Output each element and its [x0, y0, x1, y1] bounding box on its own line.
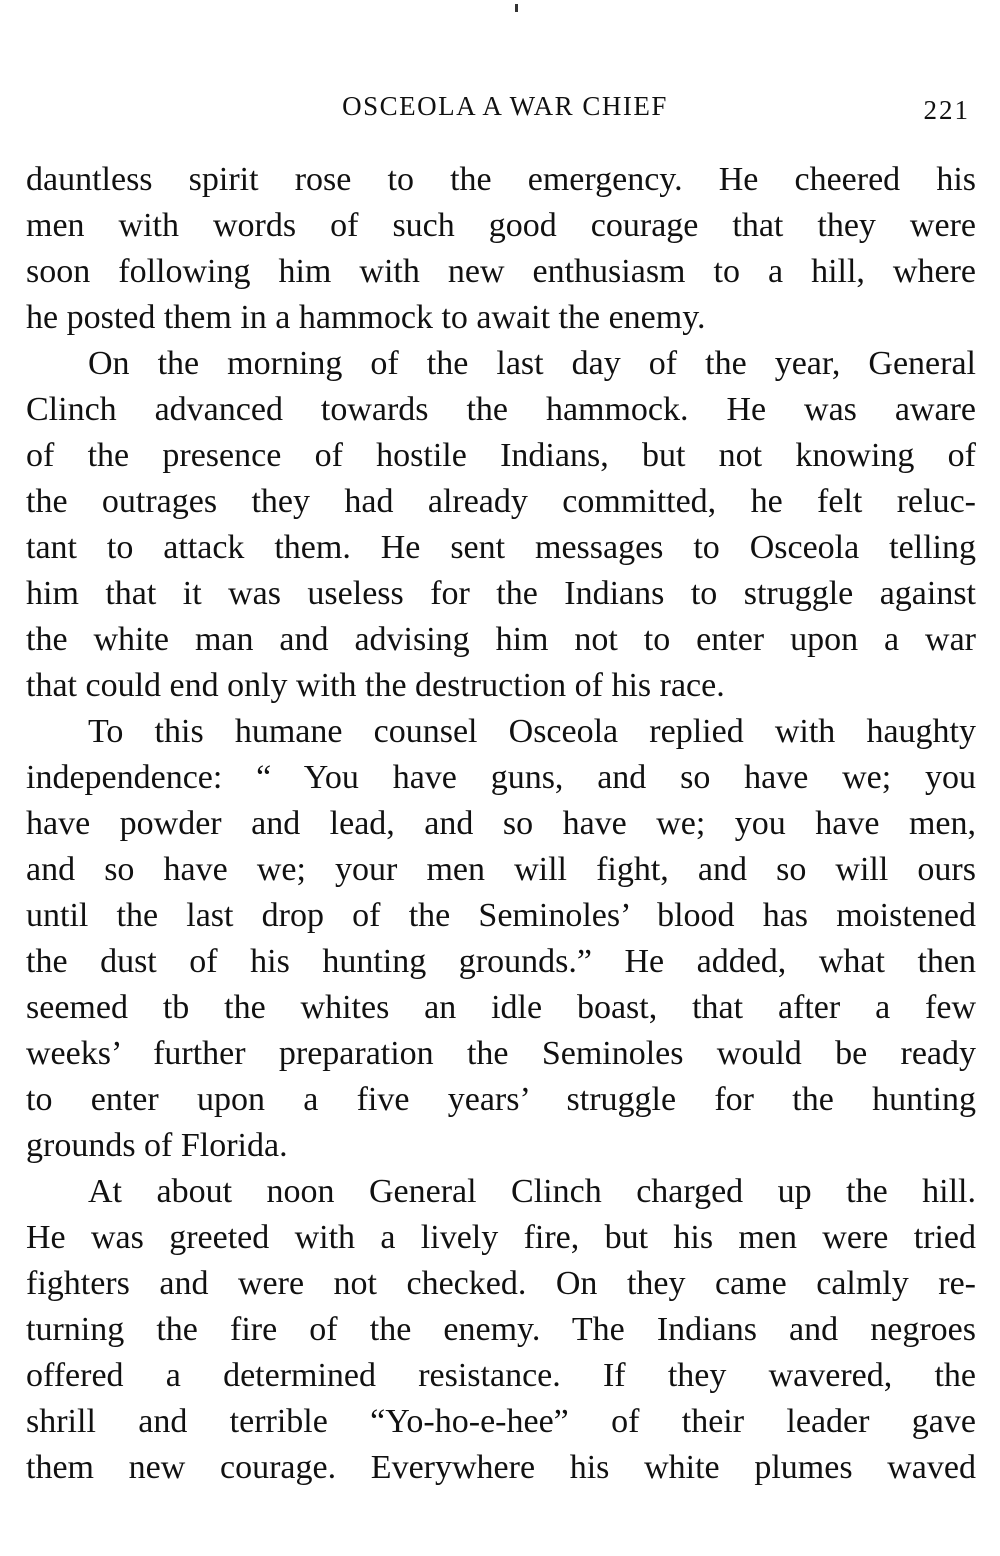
text-line: have powder and lead, and so have we; you have men, — [26, 805, 976, 842]
text-line: them new courage. Everywhere his white plumes waved — [26, 1449, 976, 1486]
text-line: turning the fire of the enemy. The Indians and negroes — [26, 1311, 976, 1348]
text-line: seemed tb the whites an idle boast, that after a few — [26, 989, 976, 1026]
text-line: independence: “ You have guns, and so have we; you — [26, 759, 976, 796]
text-line: the dust of his hunting grounds.” He added, what then — [26, 943, 976, 980]
text-line: dauntless spirit rose to the emergency. He cheered his — [26, 161, 976, 198]
text-line: grounds of Florida. — [26, 1127, 288, 1164]
body-text — [26, 157, 976, 1491]
text-line: To this humane counsel Osceola replied with haughty — [88, 713, 976, 750]
text-line: weeks’ further preparation the Seminoles would be ready — [26, 1035, 976, 1072]
text-line: he posted them in a hammock to await the enemy. — [26, 299, 706, 336]
text-line: soon following him with new enthusiasm to a hill, where — [26, 253, 976, 290]
text-line: shrill and terrible “Yo-ho-e-hee” of their leader gave — [26, 1403, 976, 1440]
text-line: tant to attack them. He sent messages to Osceola telling — [26, 529, 976, 566]
running-title: OSCEOLA A WAR CHIEF — [342, 91, 668, 121]
running-head — [0, 86, 1000, 126]
text-line: He was greeted with a lively fire, but his men were tried — [26, 1219, 976, 1256]
text-line: of the presence of hostile Indians, but not knowing of — [26, 437, 976, 474]
text-line: until the last drop of the Seminoles’ blood has moistened — [26, 897, 976, 934]
text-line: At about noon General Clinch charged up the hill. — [88, 1173, 976, 1210]
text-line: to enter upon a five years’ struggle for the hunting — [26, 1081, 976, 1118]
text-line: the outrages they had already committed, he felt reluc- — [26, 483, 976, 520]
text-line: that could end only with the destruction of his race. — [26, 667, 725, 704]
text-line: him that it was useless for the Indians to struggle against — [26, 575, 976, 612]
text-line: Clinch advanced towards the hammock. He was aware — [26, 391, 976, 428]
text-line: On the morning of the last day of the year, General — [88, 345, 976, 382]
text-line: offered a determined resistance. If they wavered, the — [26, 1357, 976, 1394]
text-line: the white man and advising him not to enter upon a war — [26, 621, 976, 658]
page-number: 221 — [923, 95, 970, 125]
text-line: men with words of such good courage that they were — [26, 207, 976, 244]
text-line: fighters and were not checked. On they came calmly re- — [26, 1265, 976, 1302]
ink-speck — [515, 4, 518, 12]
text-line: and so have we; your men will fight, and so will ours — [26, 851, 976, 888]
